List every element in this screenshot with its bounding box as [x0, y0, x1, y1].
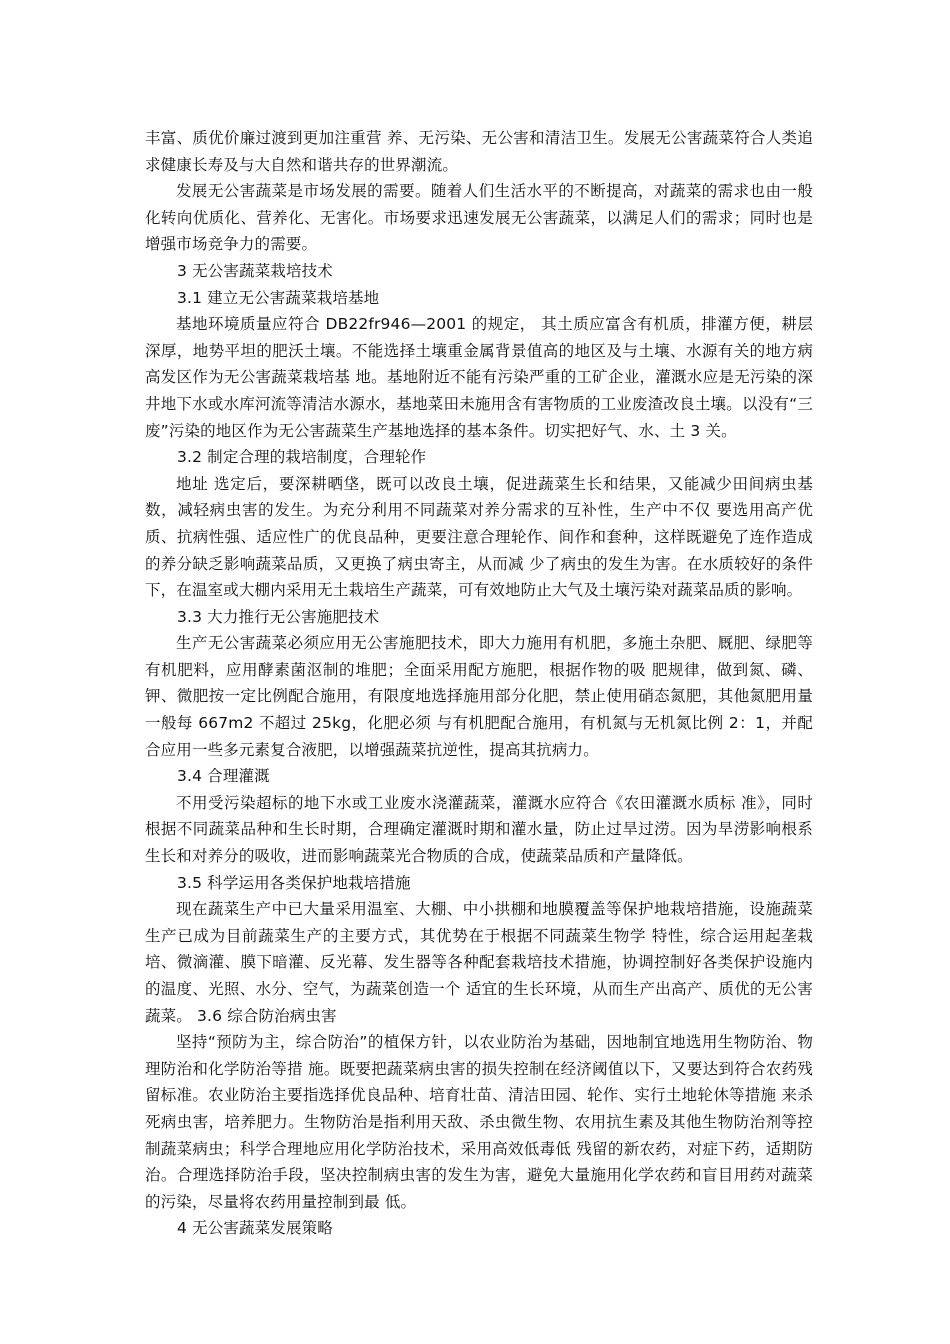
paragraph-protected-cultivation: 现在蔬菜生产中已大量采用温室、大棚、中小拱棚和地膜覆盖等保护地栽培措施，设施蔬菜生产已成为目前蔬菜生产的主要方式，其优势在于根据不同蔬菜生物学 特性，综合运用起垄栽培、微滴灌、膜下暗灌、反光幕、发生器等各种配套栽培技术措施，协调控制好各类保护设施内的温度、光照、水分、空气，为蔬菜创造一个 适宜的生长环境，从而生产出高产、质优的无公害蔬菜。 3.6 综合防治病虫害: [145, 900, 813, 1025]
section-heading-3: 3 无公害蔬菜栽培技术: [177, 261, 333, 280]
paragraph-irrigation: 不用受污染超标的地下水或工业废水浇灌蔬菜，灌溉水应符合《农田灌溉水质标 准》，同时根据不同蔬菜品种和生长时期，合理确定灌溉时期和灌水量，防止过旱过涝。因为旱涝影响根系生长和对养分的吸收，进而影响蔬菜光合物质的合成，使蔬菜品质和产量降低。: [145, 793, 813, 866]
paragraph-fertilization: 生产无公害蔬菜必须应用无公害施肥技术，即大力施用有机肥，多施土杂肥、厩肥、绿肥等有机肥料，应用酵素菌沤制的堆肥；全面采用配方施肥，根据作物的吸 肥规律，做到氮、磷、钾、微肥按一定比例配合施用，有限度地选择施用部分化肥，禁止使用硝态氮肥，其他氮肥用量一般每 667m2 不超过 25kg，化肥必须 与有机肥配合施用，有机氮与无机氮比例 2：1，并配合应用一些多元素复合液肥，以增强蔬菜抗逆性，提高其抗病力。: [145, 634, 813, 759]
paragraph-crop-rotation: 地址 选定后，要深耕晒垡，既可以改良土壤，促进蔬菜生长和结果，又能减少田间病虫基数，减轻病虫害的发生。为充分利用不同蔬菜对养分需求的互补性，生产中不仅 要选用高产优质、抗病性强、适应性广的优良品种，更要注意合理轮作、间作和套种，这样既避免了连作造成的养分缺乏影响蔬菜品质，又更换了病虫寄主，从而减 少了病虫的发生为害。在水质较好的条件下，在温室或大棚内采用无土栽培生产蔬菜，可有效地防止大气及土壤污染对蔬菜品质的影响。: [145, 474, 813, 600]
section-heading-4: 4 无公害蔬菜发展策略: [177, 1219, 333, 1238]
section-heading-3-2: 3.2 制定合理的栽培制度，合理轮作: [177, 448, 427, 467]
section-heading-3-3: 3.3 大力推行无公害施肥技术: [177, 607, 380, 626]
section-heading-3-1: 3.1 建立无公害蔬菜栽培基地: [177, 288, 380, 307]
section-heading-3-5: 3.5 科学运用各类保护地栽培措施: [177, 873, 411, 892]
paragraph-base-environment: 基地环境质量应符合 DB22fr946—2001 的规定， 其土质应富含有机质，排灌方便，耕层深厚，地势平坦的肥沃土壤。不能选择土壤重金属背景值高的地区及与土壤、水源有关的地方病高发区作为无公害蔬菜栽培基 地。基地附近不能有污染严重的工矿企业，灌溉水应是无污染的深井地下水或水库河流等清洁水源水，基地菜田未施用含有害物质的工业废渣改良土壤。以没有“三 废”污染的地区作为无公害蔬菜生产基地选择的基本条件。切实把好气、水、土 3 关。: [145, 315, 813, 440]
paragraph-intro-continuation: 丰富、质优价廉过渡到更加注重营 养、无污染、无公害和清洁卫生。发展无公害蔬菜符合人类追求健康长寿及与大自然和谐共存的世界潮流。: [145, 129, 813, 174]
paragraph-pest-control: 坚持“预防为主，综合防治”的植保方针，以农业防治为基础，因地制宜地选用生物防治、物理防治和化学防治等措 施。既要把蔬菜病虫害的损失控制在经济阈值以下，又要达到符合农药残留标准。农业防治主要指选择优良品种、培育壮苗、清洁田园、轮作、实行土地轮休等措施 来杀死病虫害，培养肥力。生物防治是指利用天敌、杀虫微生物、农用抗生素及其他生物防治剂等控制蔬菜病虫；科学合理地应用化学防治技术，采用高效低毒低 残留的新农药，对症下药，适期防治。合理选择防治手段，坚决控制病虫害的发生为害，避免大量施用化学农药和盲目用药对蔬菜的污染，尽量将农药用量控制到最 低。: [145, 1033, 813, 1211]
paragraph-market-need: 发展无公害蔬菜是市场发展的需要。随着人们生活水平的不断提高，对蔬菜的需求也由一般化转向优质化、营养化、无害化。市场要求迅速发展无公害蔬菜，以满足人们的需求；同时也是增强市场竞争力的需要。: [145, 182, 813, 254]
document-body: [145, 125, 813, 1242]
section-heading-3-4: 3.4 合理灌溉: [177, 767, 270, 786]
